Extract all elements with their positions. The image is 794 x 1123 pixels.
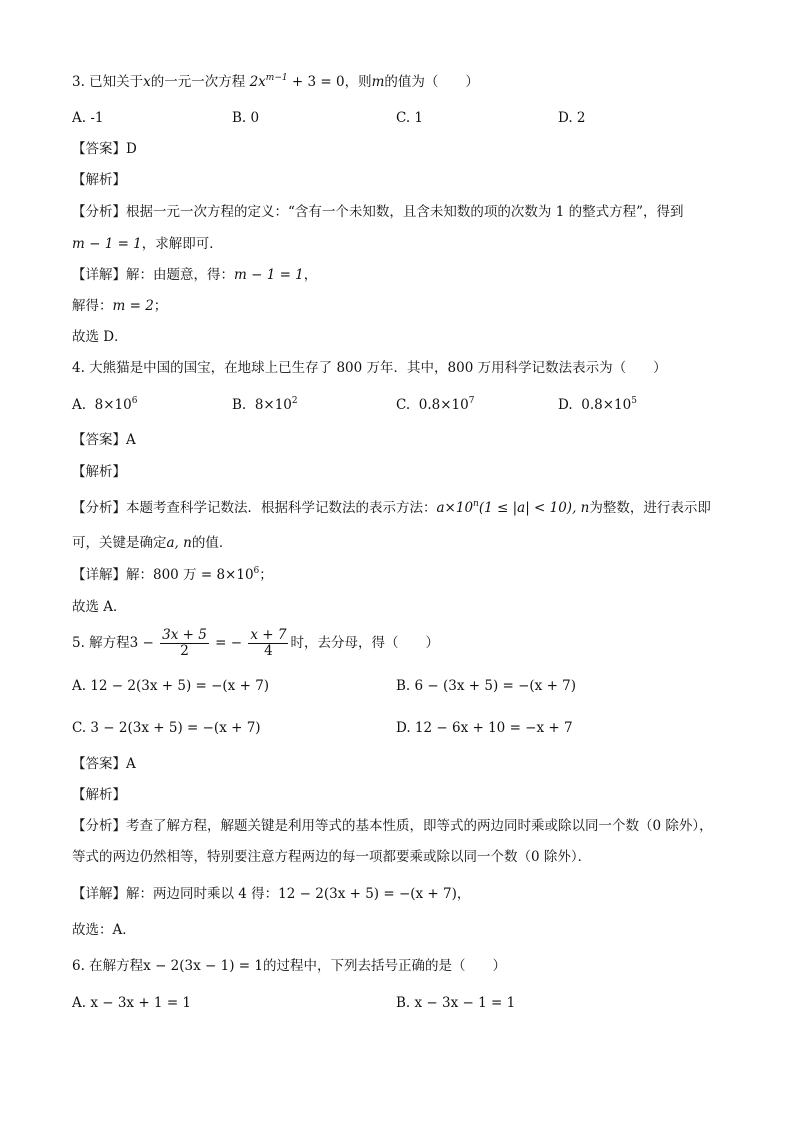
detail-label: 【详解】: [72, 886, 126, 902]
q4-fenxi-vars: a, n: [166, 535, 192, 551]
q6-option-b: B. x − 3x − 1 = 1: [396, 995, 516, 1011]
q4-fenxi-text-2: 为整数，进行表示即: [589, 500, 711, 516]
fenxi-label: 【分析】: [72, 500, 126, 516]
q3-eq-base: 2x: [249, 74, 266, 90]
q4-option-b: [232, 395, 298, 415]
q3-fenxi: [72, 202, 683, 222]
q4-fenxi: [72, 498, 711, 518]
q5-detail-text: 解：两边同时乘以 4 得：: [126, 886, 279, 902]
q5-detail: [72, 884, 470, 904]
q3-solve-text: 解得：: [72, 298, 113, 314]
q5-detail-tail: ，: [456, 886, 471, 902]
answer-label: 【答案】: [72, 141, 126, 157]
q5-fenxi-text: 考查了解方程，解题关键是利用等式的基本性质，即等式的两边同时乘或除以同一个数（0 除外），: [126, 818, 713, 834]
q5-fraction-1: [160, 628, 209, 659]
q4-analysis-heading: 【解析】: [72, 464, 126, 480]
q4-option-d: [558, 395, 637, 415]
q3-eq-tail: + 3 = 0: [287, 74, 345, 90]
q3-solve-tail: ；: [153, 298, 168, 314]
q4-option-a: [72, 395, 137, 415]
q6-stem: [72, 956, 506, 976]
q5-frac2-denominator: 4: [264, 643, 273, 659]
q3-solve-eq: m = 2: [112, 298, 154, 314]
q3-stem-text-2: 的一元一次方程: [150, 74, 246, 90]
detail-label: 【详解】: [72, 567, 126, 583]
q6-option-a: A. x − 3x + 1 = 1: [72, 995, 192, 1011]
q4-choose: 故选 A．: [72, 599, 127, 615]
q4-option-b-label: B.: [232, 397, 247, 413]
q3-stem: [72, 72, 479, 92]
q5-option-a: A. 12 − 2(3x + 5) = −(x + 7): [72, 678, 270, 694]
q4-fenxi-formula-range: (1 ≤ |a| < 10), n: [478, 500, 590, 516]
q5-fenxi: [72, 816, 713, 836]
q3-fenxi-tail: ，求解即可．: [141, 236, 223, 252]
q4-detail-tail: ；: [259, 567, 273, 583]
q5-option-d: D. 12 − 6x + 10 = −x + 7: [396, 720, 573, 736]
answer-label: 【答案】: [72, 432, 126, 448]
q3-solve: [72, 296, 167, 316]
q3-eq-exponent: m−1: [265, 73, 288, 83]
q6-stem-eq: x − 2(3x − 1) = 1: [143, 958, 263, 974]
q5-stem-text: 5. 解方程: [72, 635, 130, 651]
q5-fraction-2: [248, 628, 288, 659]
q4-option-d-exp: 5: [631, 396, 637, 406]
q4-fenxi-formula-exp: n: [473, 499, 479, 509]
q5-stem: [72, 626, 439, 660]
fenxi-label: 【分析】: [72, 204, 126, 220]
q3-option-d: D. 2: [558, 110, 586, 126]
q4-option-c: [396, 395, 474, 415]
q3-detail-eq: m − 1 = 1: [234, 267, 304, 283]
q3-detail: [72, 265, 317, 285]
q4-option-d-base: 0.8×10: [581, 397, 632, 413]
q4-option-c-label: C.: [396, 397, 411, 413]
q5-frac1-numerator: 3x + 5: [162, 627, 207, 643]
q4-detail-eq: = 8×10: [196, 567, 254, 583]
q4-option-b-exp: 2: [291, 396, 298, 406]
q4-stem: 4. 大熊猫是中国的国宝，在地球上已生存了 800 万年．其中，800 万用科学记数法表示为（ ）: [72, 360, 667, 376]
q6-stem-text-2: 的过程中，下列去括号正确的是（ ）: [262, 958, 506, 974]
q4-option-b-base: 8×10: [254, 397, 292, 413]
q3-choose: 故选 D．: [72, 329, 128, 345]
detail-label: 【详解】: [72, 267, 126, 283]
q3-answer: [72, 139, 137, 159]
q3-option-a: A. -1: [72, 110, 104, 126]
q5-detail-eq: 12 − 2(3x + 5) = −(x + 7): [278, 886, 457, 902]
q4-detail: [72, 565, 273, 585]
q4-answer: [72, 430, 136, 450]
q4-fenxi-line2-text: 可，关键是确定: [72, 535, 167, 551]
q4-option-c-exp: 7: [468, 396, 475, 406]
q5-analysis-heading: 【解析】: [72, 787, 126, 803]
q5-answer-value: A: [126, 756, 136, 772]
q4-fenxi-text: 本题考查科学记数法．根据科学记数法的表示方法：: [126, 500, 437, 516]
q3-analysis-heading: 【解析】: [72, 172, 126, 188]
q3-var-m: m: [371, 74, 385, 90]
q3-stem-text: 3. 已知关于: [72, 74, 144, 90]
q3-fenxi-line2: [72, 234, 223, 254]
q4-fenxi-line2-tail: 的值．: [191, 535, 233, 551]
q3-stem-text-4: 的值为（ ）: [384, 74, 479, 90]
q5-stem-text-2: 时，去分母，得（ ）: [290, 635, 439, 651]
q5-eq-lead: 3 −: [129, 635, 154, 651]
q4-fenxi-line2: [72, 533, 232, 553]
q4-option-a-exp: 6: [131, 396, 138, 406]
q5-choose: 故选：A．: [72, 922, 136, 938]
q4-option-c-base: 0.8×10: [418, 397, 469, 413]
q5-option-c: C. 3 − 2(3x + 5) = −(x + 7): [72, 720, 261, 736]
q5-answer: [72, 754, 136, 774]
q4-detail-text: 解：800 万: [126, 567, 197, 583]
q4-option-d-label: D.: [558, 397, 573, 413]
q4-option-a-label: A.: [72, 397, 87, 413]
q3-option-c: C. 1: [396, 110, 424, 126]
q4-option-a-base: 8×10: [94, 397, 132, 413]
q5-frac1-denominator: 2: [180, 643, 189, 659]
q3-option-b: B. 0: [232, 110, 260, 126]
answer-label: 【答案】: [72, 756, 126, 772]
q5-eq-mid: = −: [215, 635, 243, 651]
q6-stem-text: 6. 在解方程: [72, 958, 144, 974]
q4-fenxi-formula: a×10: [436, 500, 474, 516]
q4-detail-exp: 6: [253, 566, 260, 576]
q3-detail-text: 解：由题意，得：: [126, 267, 234, 283]
q5-fenxi-line2: 等式的两边仍然相等，特别要注意方程两边的每一项都要乘或除以同一个数（0 除外）．: [72, 849, 592, 865]
q3-var-x: x: [143, 74, 151, 90]
q4-answer-value: A: [126, 432, 136, 448]
q3-fenxi-text: 根据一元一次方程的定义：“含有一个未知数，且含未知数的项的次数为 1 的整式方程”，得到: [126, 204, 684, 220]
q3-fenxi-eq: m − 1 = 1: [72, 236, 142, 252]
q3-stem-text-3: ，则: [344, 74, 372, 90]
fenxi-label: 【分析】: [72, 818, 126, 834]
q5-frac2-numerator: x + 7: [250, 627, 287, 643]
q3-answer-value: D: [126, 141, 137, 157]
q3-detail-tail: ，: [303, 267, 318, 283]
q5-option-b: B. 6 − (3x + 5) = −(x + 7): [396, 678, 577, 694]
